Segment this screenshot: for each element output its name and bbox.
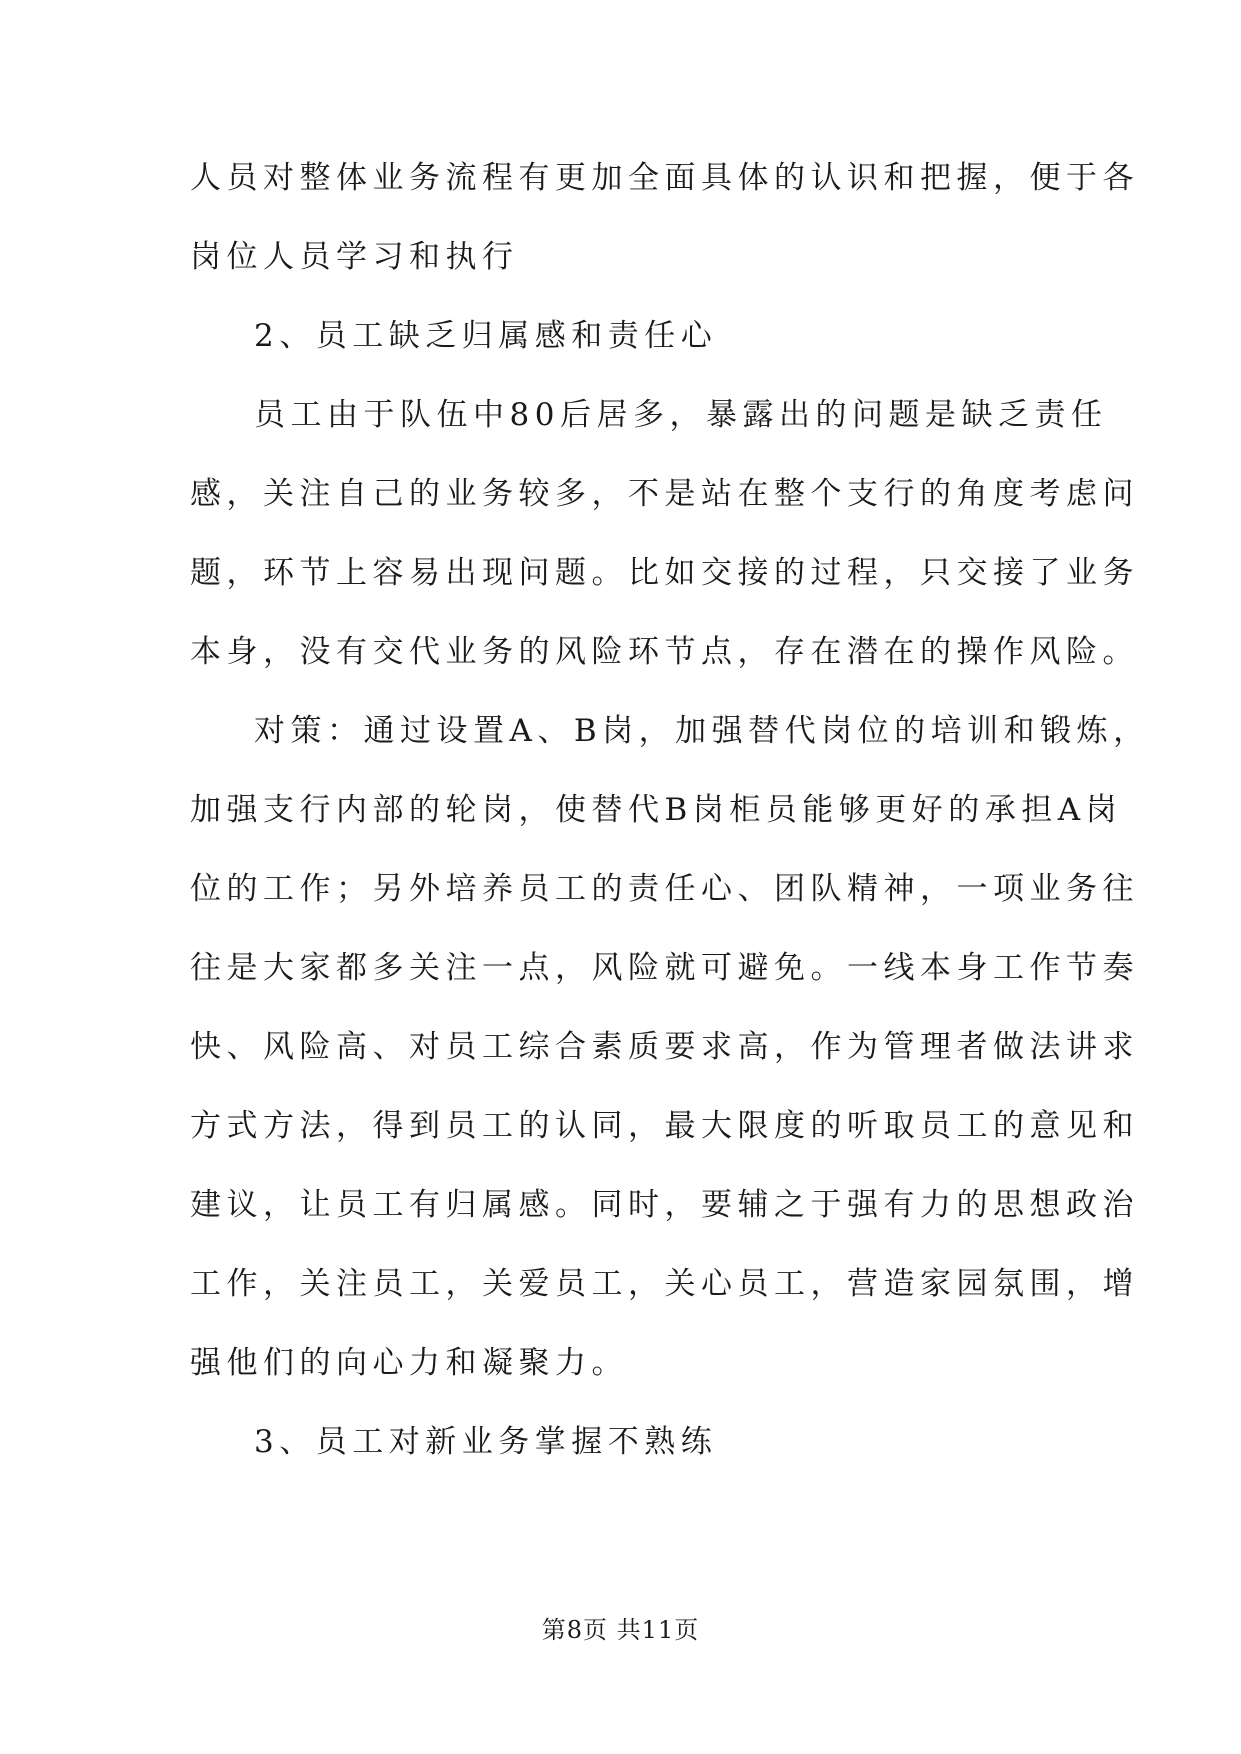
document-body: [190, 158, 1150, 1501]
page-number-footer: 第8页 共11页: [541, 1616, 700, 1644]
text-line: 对策：通过设置A、B岗，加强替代岗位的培训和锻炼，: [254, 713, 1150, 749]
text-line: 岗位人员学习和执行: [190, 239, 519, 275]
text-line: 建议，让员工有归属感。同时，要辅之于强有力的思想政治: [190, 1187, 1139, 1223]
text-line: 感，关注自己的业务较多，不是站在整个支行的角度考虑问: [190, 476, 1139, 512]
text-line: 题，环节上容易出现问题。比如交接的过程，只交接了业务: [190, 555, 1139, 591]
text-line: 快、风险高、对员工综合素质要求高，作为管理者做法讲求: [190, 1029, 1139, 1065]
text-line: 工作，关注员工，关爱员工，关心员工，营造家园氛围，增: [190, 1266, 1139, 1302]
section-heading: 3、员工对新业务掌握不熟练: [254, 1424, 718, 1460]
text-line: 员工由于队伍中80后居多，暴露出的问题是缺乏责任: [254, 397, 1108, 433]
section-heading: 2、员工缺乏归属感和责任心: [254, 318, 718, 354]
text-line: 往是大家都多关注一点，风险就可避免。一线本身工作节奏: [190, 950, 1139, 986]
text-line: 本身，没有交代业务的风险环节点，存在潜在的操作风险。: [190, 634, 1139, 670]
text-line: 位的工作；另外培养员工的责任心、团队精神，一项业务往: [190, 871, 1139, 907]
text-line: 强他们的向心力和凝聚力。: [190, 1345, 628, 1381]
text-line: 加强支行内部的轮岗，使替代B岗柜员能够更好的承担A岗: [190, 792, 1123, 828]
text-line: 方式方法，得到员工的认同，最大限度的听取员工的意见和: [190, 1108, 1139, 1144]
text-line: 人员对整体业务流程有更加全面具体的认识和把握，便于各: [190, 160, 1139, 196]
